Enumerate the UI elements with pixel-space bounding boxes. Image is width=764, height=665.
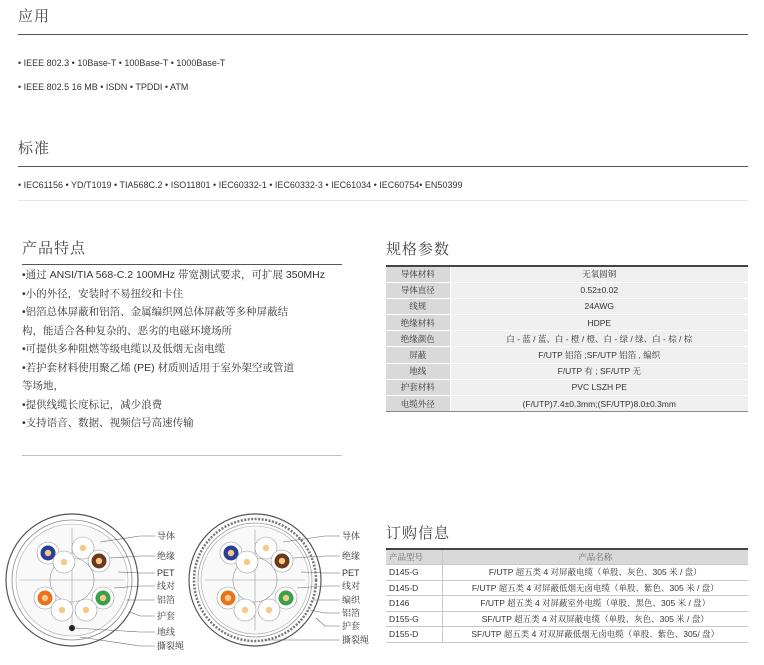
spec-value: 24AWG [450,298,748,314]
left-label-jacket: 护套 [157,611,176,621]
ordering-name: SF/UTP 超五类 4 对双屏蔽低烟无卤电缆（单股、紫色、305/ 盘） [442,627,748,643]
ordering-row [386,596,748,612]
spec-row [386,298,748,314]
spec-value: 无氧圆铜 [450,266,748,282]
ordering-model: D145-G [386,565,442,581]
applications-line-1: • IEEE 802.3 • 10Base-T • 100Base-T • 1000Base-T [18,58,226,68]
spec-row [386,363,748,379]
standards-title: 标准 [18,140,51,157]
cable-right [189,514,321,646]
spec-value: (F/UTP)7.4±0.3mm;(SF/UTP)8.0±0.3mm [450,396,748,412]
right-label-ripcord: 撕裂绳 [342,635,370,645]
feature-item: •铝箔总体屏蔽和铝箔、金属编织网总体屏蔽等多种屏蔽结 [22,306,289,318]
ordering-model: D155-D [386,627,442,643]
features-title: 产品特点 [22,240,87,257]
spec-key: 电缆外径 [386,396,450,412]
right-label-pair: 线对 [342,581,361,591]
drain-wire [69,625,75,631]
spec-key: 绝缘颜色 [386,331,450,347]
spec-value: F/UTP 有 ; SF/UTP 无 [450,363,748,379]
feature-item: •可提供多种阻燃等级电缆以及低烟无卤电缆 [22,343,226,355]
left-label-foil: 铝箔 [157,595,176,605]
ordering-row [386,565,748,581]
spec-value: 0.52±0.02 [450,282,748,298]
standards-rule [18,166,748,167]
features-list [22,266,325,433]
feature-item: •通过 ANSI/TIA 568-C.2 100MHz 带宽测试要求，可扩展 350MHz [22,269,325,281]
spec-row [386,331,748,347]
ordering-name: F/UTP 超五类 4 对屏蔽电缆（单股、灰色、305 米 / 盘） [442,565,748,581]
spec-key: 护套材料 [386,379,450,395]
spec-key: 导体材料 [386,266,450,282]
spec-key: 绝缘材料 [386,315,450,331]
left-label-conductor: 导体 [157,531,176,541]
specs-title: 规格参数 [386,241,451,258]
ordering-name: SF/UTP 超五类 4 对双屏蔽电缆（单股、灰色、305 米 / 盘） [442,611,748,627]
feature-item: 构，能适合各种复杂的、恶劣的电磁环境场所 [22,324,232,337]
spec-row [386,282,748,298]
ordering-header-model: 产品型号 [386,549,442,565]
ordering-row [386,627,748,643]
cable-diagrams [0,500,380,665]
spec-row [386,347,748,363]
ordering-row [386,580,748,596]
ordering-header-name: 产品名称 [442,549,748,565]
features-bottom-rule [22,455,342,456]
ordering-table [386,548,748,643]
standards-line: • IEC61156 • YD/T1019 • TIA568C.2 • ISO11801 • IEC60332-1 • IEC60332-3 • IEC61034 • IEC60754• EN50399 [18,180,463,190]
standards-bottom-rule [18,200,748,201]
feature-item: •小的外径，安装时不易扭绞和卡住 [22,287,184,300]
spec-row [386,379,748,395]
cable-left [6,514,138,646]
spec-value: 白 - 蓝 / 蓝、白 - 橙 / 橙、白 - 绿 / 绿、白 - 棕 / 棕 [450,331,748,347]
ordering-title: 订购信息 [386,525,451,542]
spec-value: F/UTP 铝箔 ;SF/UTP 铝箔 , 编织 [450,347,748,363]
feature-item: 等场地， [22,380,64,392]
spec-row [386,396,748,412]
right-label-conductor: 导体 [342,531,361,541]
ordering-header-row [386,549,748,565]
spec-row [386,266,748,282]
right-label-foil: 铝箔 [342,608,361,618]
ordering-name: F/UTP 超五类 4 对屏蔽室外电缆（单股、黑色、305 米 / 盘） [442,596,748,612]
spec-value: PVC LSZH PE [450,379,748,395]
left-label-pair: 线对 [157,581,176,591]
spec-key: 地线 [386,363,450,379]
spec-key: 线规 [386,298,450,314]
right-label-pet: PET [342,568,360,578]
left-label-pet: PET [157,568,175,578]
feature-item: •提供线缆长度标记，减少浪费 [22,398,163,411]
spec-value: HDPE [450,315,748,331]
feature-item: •若护套材料使用聚乙烯 (PE) 材质则适用于室外架空或管道 [22,361,295,374]
left-label-ripcord: 撕裂绳 [157,641,185,651]
applications-title: 应用 [18,8,51,25]
features-rule [22,264,342,265]
right-label-insulation: 绝缘 [342,551,361,561]
spec-key: 导体直径 [386,282,450,298]
applications-line-2: • IEEE 802.5 16 MB • ISDN • TPDDI • ATM [18,82,189,92]
specs-table [386,265,748,412]
ordering-model: D155-G [386,611,442,627]
spec-key: 屏蔽 [386,347,450,363]
spec-row [386,315,748,331]
ordering-model: D145-D [386,580,442,596]
ordering-row [386,611,748,627]
right-label-braid: 编织 [342,595,361,605]
left-label-insulation: 绝缘 [157,551,176,561]
right-label-jacket: 护套 [342,621,361,631]
ordering-model: D146 [386,596,442,612]
left-label-drain: 地线 [157,627,176,637]
applications-rule [18,34,748,35]
ordering-name: F/UTP 超五类 4 对屏蔽低烟无卤电缆（单股、紫色、305 米 / 盘） [442,580,748,596]
feature-item: •支持语音、数据、视频信号高速传输 [22,417,194,429]
